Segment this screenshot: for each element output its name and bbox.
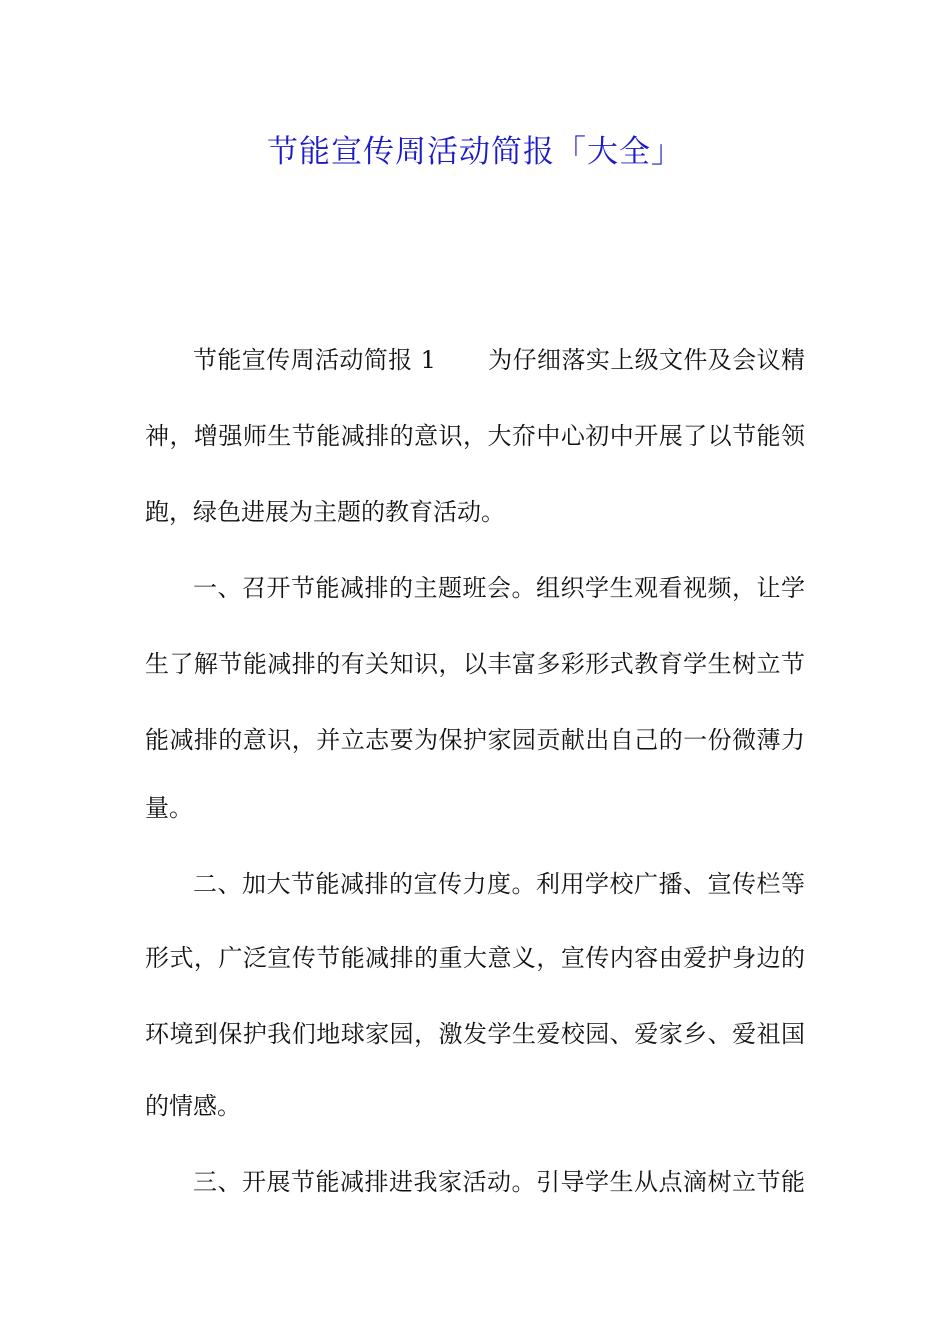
body-line: 形式，广泛宣传节能减排的重大意义，宣传内容由爱护身边的 [145,944,805,972]
body-line: 生了解节能减排的有关知识，以丰富多彩形式教育学生树立节 [145,650,805,678]
body-line: 跑，绿色进展为主题的教育活动。 [145,498,505,526]
document-title: 节能宣传周活动简报「大全」 [267,134,683,170]
body-line-text: 为仔细落实上级文件及会议精 [487,346,805,374]
report-heading-inline: 节能宣传周活动简报 1 [193,346,436,374]
body-line: 神，增强师生节能减排的意识，大夼中心初中开展了以节能领 [145,422,805,450]
body-line [193,342,805,378]
body-line: 三、开展节能减排进我家活动。引导学生从点滴树立节能 [193,1168,805,1196]
body-line: 的情感。 [145,1092,241,1120]
body-line: 环境到保护我们地球家园，激发学生爱校园、爱家乡、爱祖国 [145,1020,805,1048]
body-line: 一、召开节能减排的主题班会。组织学生观看视频，让学 [193,574,805,602]
body-line: 能减排的意识，并立志要为保护家园贡献出自己的一份微薄力 [145,726,805,754]
body-line: 二、加大节能减排的宣传力度。利用学校广播、宣传栏等 [193,870,805,898]
body-line: 量。 [145,794,193,822]
